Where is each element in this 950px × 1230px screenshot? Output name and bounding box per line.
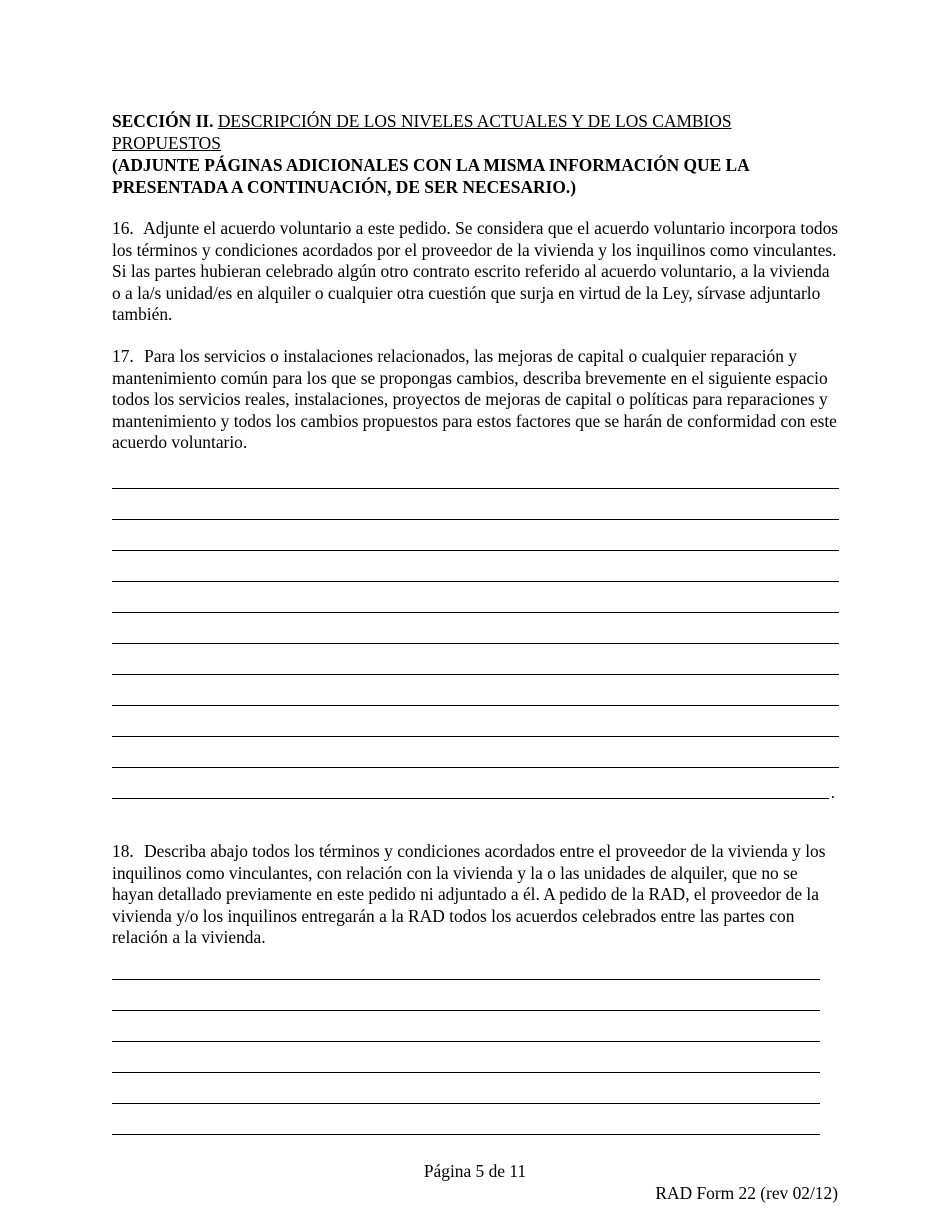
question-17 [112,346,839,454]
answer-area-18[interactable] [112,951,820,1137]
end-mark: . [830,782,835,802]
answer-line[interactable] [112,553,839,584]
answer-line[interactable] [112,739,839,770]
answer-line[interactable] [112,1013,820,1044]
answer-line[interactable] [112,708,839,739]
answer-line-last[interactable] [112,770,839,801]
section-number: SECCIÓN II. [112,111,214,131]
answer-line[interactable] [112,1106,820,1137]
question-number: 18. [112,840,134,861]
question-text: Describa abajo todos los términos y condiciones acordados entre el proveedor de la vivienda y los inquilinos como vinculantes, con relación con la vivienda y la o las unidades de alquiler, que no se hayan detallado previamente en este pedido ni adjuntado a él. A pedido de la RAD, el proveedor de la vivienda y/o los inquilinos entregarán a la RAD todos los acuerdos celebrados entre las partes con relación a la vivienda. [112,840,826,948]
section-subtitle: (ADJUNTE PÁGINAS ADICIONALES CON LA MISMA INFORMACIÓN QUE LA PRESENTADA A CONTINUACIÓN, DE SER NECESARIO.) [112,155,749,197]
question-16 [112,218,839,326]
question-text: Adjunte el acuerdo voluntario a este pedido. Se considera que el acuerdo voluntario incorpora todos los términos y condiciones acordados por el proveedor de la vivienda y los inquilinos como vinculantes. Si las partes hubieran celebrado algún otro contrato escrito referido al acuerdo voluntario, a la vivienda o a la/s unidad/es en alquiler o cualquier otra cuestión que surja en virtud de la Ley, sírvase adjuntarlo también. [112,218,839,325]
answer-line[interactable] [112,646,839,677]
question-18 [112,841,839,949]
document-page [112,110,839,1137]
answer-line[interactable] [112,615,839,646]
answer-line[interactable] [112,1075,820,1106]
answer-line[interactable] [112,1044,820,1075]
answer-line[interactable] [112,584,839,615]
section-title: DESCRIPCIÓN DE LOS NIVELES ACTUALES Y DE LOS CAMBIOS PROPUESTOS [112,111,732,153]
answer-area-17[interactable] [112,460,839,801]
answer-line[interactable] [112,951,820,982]
answer-line[interactable] [112,677,839,708]
form-identifier: RAD Form 22 (rev 02/12) [655,1183,838,1203]
page-number: Página 5 de 11 [423,1161,527,1181]
question-number: 17. [112,345,134,366]
question-number: 16. [112,218,134,238]
answer-line[interactable] [112,982,820,1013]
section-heading [112,110,839,154]
answer-line[interactable] [112,460,839,491]
answer-line[interactable] [112,522,839,553]
answer-line[interactable] [112,491,839,522]
question-text: Para los servicios o instalaciones relacionados, las mejoras de capital o cualquier reparación y mantenimiento común para los que se propongas cambios, describa brevemente en el siguiente espacio todos los servicios reales, instalaciones, proyectos de mejoras de capital o políticas para reparaciones y mantenimiento y todos los cambios propuestos para estos factores que se harán de conformidad con este acuerdo voluntario. [112,345,837,453]
